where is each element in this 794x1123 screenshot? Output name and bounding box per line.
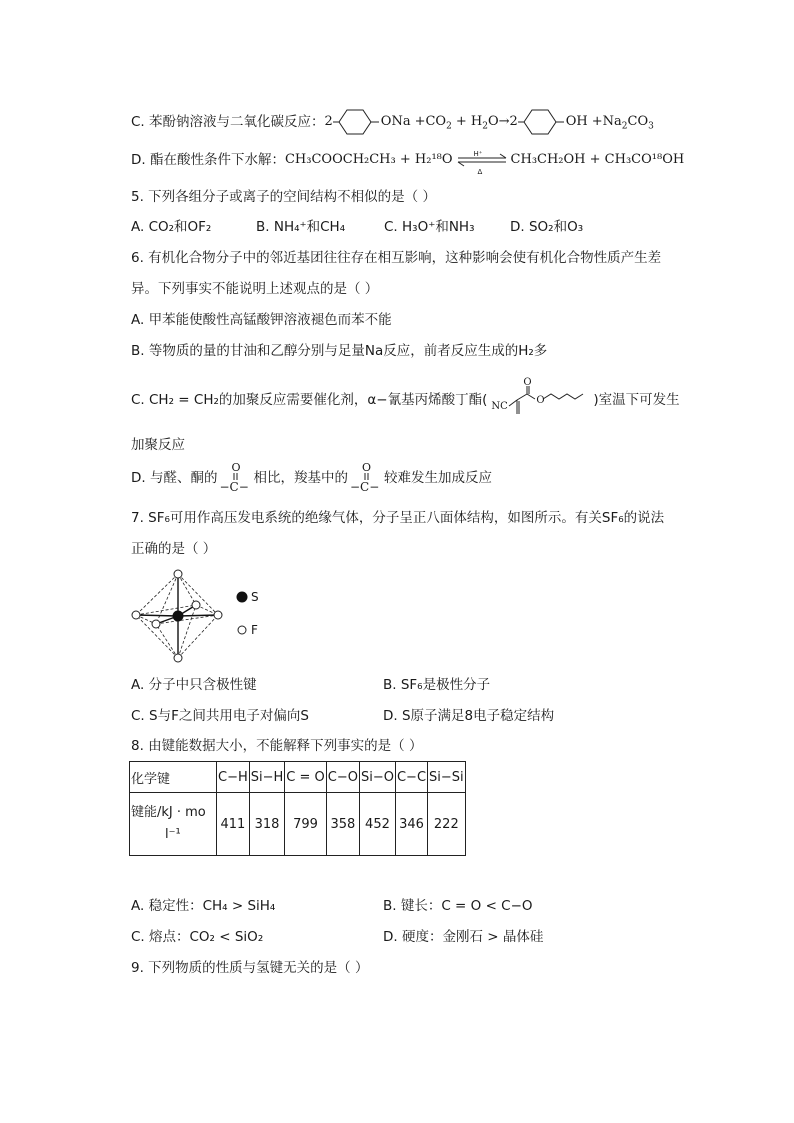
legend-s-label: S xyxy=(251,590,259,604)
ester-o-label: O xyxy=(536,395,545,406)
energy-cell: 346 xyxy=(395,793,427,856)
q8-option-c[interactable]: C. 熔点：CO₂ < SiO₂ xyxy=(131,929,264,945)
h2o-label: + H xyxy=(455,114,483,129)
na2co3-sub1: 2 xyxy=(621,121,628,132)
cyanoacrylate-structure xyxy=(487,377,593,420)
ester-equation-right: CH₃CH₂OH + CH₃CO¹⁸OH xyxy=(510,152,685,167)
q7-option-d[interactable]: D. S原子满足8电子稳定结构 xyxy=(383,708,555,724)
q4-option-d-text: D. 酯在酸性条件下水解： xyxy=(131,152,285,168)
bond-energy-table xyxy=(129,761,466,856)
q5-option-a[interactable]: A. CO₂和OF₂ xyxy=(131,219,212,235)
sf6-octahedron-diagram xyxy=(128,568,268,668)
q7-option-c[interactable]: C. S与F之间共用电子对偏向S xyxy=(131,708,309,724)
co2-label: +CO xyxy=(414,114,447,129)
carbonyl-c: −C− xyxy=(219,480,249,494)
bond-cell: C−O xyxy=(326,762,359,793)
q8-option-d[interactable]: D. 硬度：金刚石 > 晶体硅 xyxy=(383,929,544,945)
q6-option-c-suffix: )室温下可发生 xyxy=(593,392,680,408)
energy-cell: 411 xyxy=(217,793,250,856)
q6-option-d-mid: 相比，羧基中的 xyxy=(253,470,348,486)
energy-cell: 358 xyxy=(326,793,359,856)
bond-cell: C−C xyxy=(395,762,427,793)
ester-equation-left: CH₃COOCH₂CH₃ + H₂¹⁸O xyxy=(284,152,453,167)
q6-option-d-suffix: 较难发生加成反应 xyxy=(383,470,492,486)
q7-option-b[interactable]: B. SF₆是极性分子 xyxy=(383,677,491,693)
row-header: 化学键 xyxy=(130,762,217,793)
condition-bottom: Δ xyxy=(477,168,483,176)
table-row xyxy=(130,793,466,856)
q8-stem: 8. 由键能数据大小，不能解释下列事实的是（ ） xyxy=(131,738,423,754)
q4-option-d xyxy=(131,149,685,176)
na2co3-b: CO xyxy=(627,114,649,129)
q7-option-a[interactable]: A. 分子中只含极性键 xyxy=(131,677,257,693)
bond-cell: C−H xyxy=(217,762,250,793)
q6-option-d-prefix: D. 与醛、酮的 xyxy=(131,470,218,486)
q5-option-c[interactable]: C. H₃O⁺和NH₃ xyxy=(384,219,475,235)
h2o-sub: 2 xyxy=(482,121,488,132)
q6-option-c[interactable] xyxy=(131,377,680,420)
energy-cell: 799 xyxy=(285,793,326,856)
energy-header xyxy=(130,793,217,856)
q6-option-d[interactable] xyxy=(131,463,492,493)
condition-top: H⁺ xyxy=(473,150,483,158)
bond-cell: Si−H xyxy=(249,762,285,793)
bond-cell: C = O xyxy=(285,762,326,793)
q7-stem-line1: 7. SF₆可用作高压发电系统的绝缘气体，分子呈正八面体结构，如图所示。有关SF₆的说法 xyxy=(131,510,665,526)
arrow-label: O→2 xyxy=(487,114,518,129)
q4-option-c xyxy=(131,108,654,136)
carbonyl-o-label: O xyxy=(523,377,532,388)
na2co3-sub2: 3 xyxy=(648,121,654,132)
q6-option-c-line2: 加聚反应 xyxy=(131,437,185,453)
q6-stem-line2: 异。下列事实不能说明上述观点的是（ ） xyxy=(131,281,379,297)
carbonyl-o: O xyxy=(361,461,372,474)
na2co3-a: +Na xyxy=(591,114,622,129)
carbonyl-c: −C− xyxy=(349,480,380,494)
legend-f-icon xyxy=(235,623,249,637)
benzene-ring-icon xyxy=(518,108,566,136)
bond-cell: Si−O xyxy=(359,762,395,793)
carbonyl-group-1 xyxy=(217,463,253,493)
q7-stem-line2: 正确的是（ ） xyxy=(131,541,217,557)
table-row xyxy=(130,762,466,793)
nc-label: NC xyxy=(491,401,508,412)
energy-header-line1: 键能/kJ · mo xyxy=(131,805,206,820)
bond-cell: Si−Si xyxy=(428,762,466,793)
q6-stem-line1: 6. 有机化合物分子中的邻近基团往往存在相互影响，这种影响会使有机化合物性质产生差 xyxy=(131,250,662,266)
legend-s-icon xyxy=(235,590,249,604)
oh-label: OH xyxy=(565,114,588,129)
equilibrium-arrow xyxy=(456,149,508,176)
q5-stem: 5. 下列各组分子或离子的空间结构不相似的是（ ） xyxy=(131,189,436,205)
energy-cell: 452 xyxy=(359,793,395,856)
q6-option-c-prefix: C. CH₂ = CH₂的加聚反应需要催化剂，α−氰基丙烯酸丁酯( xyxy=(131,392,488,408)
q8-option-a[interactable]: A. 稳定性：CH₄ > SiH₄ xyxy=(131,898,276,914)
energy-cell: 222 xyxy=(428,793,466,856)
benzene-ring-icon xyxy=(333,108,381,136)
ona-label: ONa xyxy=(380,114,411,129)
legend-f-label: F xyxy=(251,623,258,637)
q4-option-c-text: C. 苯酚钠溶液与二氧化碳反应： xyxy=(131,114,325,130)
carbonyl-group-2 xyxy=(348,463,384,493)
energy-header-line2: l⁻¹ xyxy=(165,827,181,842)
q6-option-a[interactable]: A. 甲苯能使酸性高锰酸钾溶液褪色而苯不能 xyxy=(131,312,392,328)
q8-option-b[interactable]: B. 键长：C = O < C−O xyxy=(383,898,533,914)
co2-sub: 2 xyxy=(446,121,452,132)
q6-option-b[interactable]: B. 等物质的量的甘油和乙醇分别与足量Na反应，前者反应生成的H₂多 xyxy=(131,343,548,359)
q5-option-b[interactable]: B. NH₄⁺和CH₄ xyxy=(256,219,346,235)
energy-cell: 318 xyxy=(249,793,285,856)
coef-2: 2 xyxy=(324,114,333,129)
q5-option-d[interactable]: D. SO₂和O₃ xyxy=(510,219,584,235)
q9-stem: 9. 下列物质的性质与氢键无关的是（ ） xyxy=(131,960,369,976)
carbonyl-o: O xyxy=(231,461,241,474)
